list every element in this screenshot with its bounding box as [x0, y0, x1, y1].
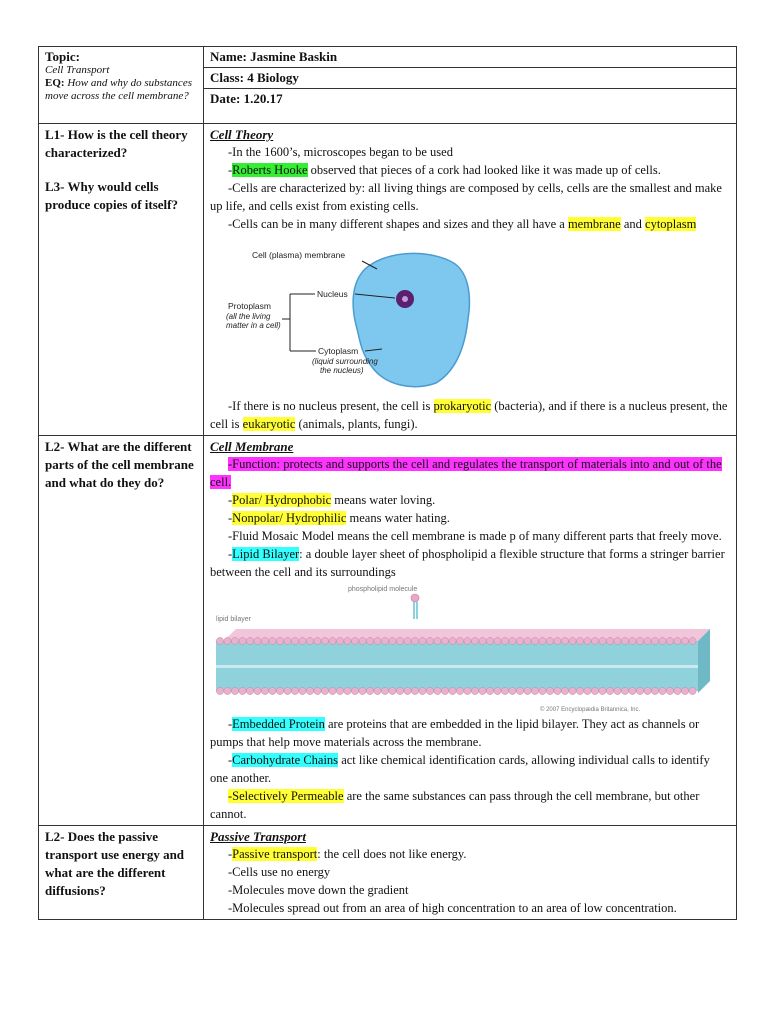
phospholipid-head: [261, 637, 268, 644]
essential-question: [45, 77, 197, 103]
phospholipid-head: [321, 687, 328, 694]
phospholipid-head: [681, 637, 688, 644]
note-line: -Embedded Protein are proteins that are embedded in the lipid bilayer. They act as channels or pumps that help move materials across the membrane.: [210, 717, 700, 749]
phospholipid-head: [539, 687, 546, 694]
phospholipid-head: [591, 637, 598, 644]
phospholipid-head: [344, 637, 351, 644]
figure-credit: © 2007 Encyclopædia Britannica, Inc.: [540, 707, 641, 713]
phospholipid-head: [419, 637, 426, 644]
phospholipid-head: [689, 687, 696, 694]
phospholipid-head: [434, 637, 441, 644]
phospholipid-head: [224, 687, 231, 694]
question-l3: L3- Why would cells produce copies of itself?: [45, 179, 178, 212]
note-line: -Carbohydrate Chains act like chemical identification cards, allowing individual calls to identify one another.: [210, 753, 710, 785]
phospholipid-head: [479, 637, 486, 644]
questions-cell-3: [39, 826, 204, 920]
highlight-function: -Function: protects and supports the cell and regulates the transport of materials into and out of the cell.: [210, 457, 722, 489]
note-line: -Lipid Bilayer: a double layer sheet of phospholipid a flexible structure that forms a stringer barrier between the cell and its surroundings: [210, 547, 725, 579]
phospholipid-head: [291, 687, 298, 694]
cornell-notes-table: [38, 46, 737, 920]
phospholipid-head: [321, 637, 328, 644]
phospholipid-head: [449, 637, 456, 644]
phospholipid-head: [644, 637, 651, 644]
phospholipid-head: [411, 687, 418, 694]
note-line: -Cells can be in many different shapes and sizes and they all have a membrane and cytoplasm: [228, 217, 697, 231]
note-line: -Nonpolar/ Hydrophilic means water hating.: [228, 511, 450, 525]
phospholipid-head: [561, 637, 568, 644]
highlight-polar: Polar/ Hydrophobic: [232, 493, 332, 507]
phospholipid-head: [314, 687, 321, 694]
phospholipid-head: [546, 687, 553, 694]
phospholipid-head: [411, 637, 418, 644]
phospholipid-head: [651, 637, 658, 644]
phospholipid-head: [569, 637, 576, 644]
phospholipid-head: [374, 687, 381, 694]
phospholipid-head: [471, 687, 478, 694]
phospholipid-head: [456, 687, 463, 694]
phospholipid-head: [314, 637, 321, 644]
phospholipid-head: [659, 637, 666, 644]
phospholipid-head: [576, 687, 583, 694]
note-line: -In the 1600’s, microscopes began to be used: [228, 145, 453, 159]
notes-cell-3: [204, 826, 737, 920]
phospholipid-head: [306, 637, 313, 644]
phospholipid-head: [344, 687, 351, 694]
phospholipid-head: [336, 687, 343, 694]
phospholipid-head: [336, 637, 343, 644]
label-cytoplasm: Cytoplasm: [318, 346, 359, 356]
phospholipid-head: [381, 637, 388, 644]
notes-cell-1: [204, 124, 737, 436]
phospholipid-head: [651, 687, 658, 694]
phospholipid-head: [494, 687, 501, 694]
phospholipid-head: [464, 687, 471, 694]
phospholipid-head: [636, 687, 643, 694]
student-name: Name: Jasmine Baskin: [204, 47, 737, 68]
phospholipid-head: [276, 637, 283, 644]
phospholipid-head: [359, 687, 366, 694]
phospholipid-head: [464, 637, 471, 644]
phospholipid-head: [509, 687, 516, 694]
phospholipid-head: [554, 637, 561, 644]
phospholipid-head: [359, 637, 366, 644]
phospholipid-head: [434, 687, 441, 694]
phospholipid-head: [261, 687, 268, 694]
note-line: -Cells use no energy: [228, 865, 331, 879]
note-line: -If there is no nucleus present, the cell is prokaryotic (bacteria), and if there is a nucleus present, the cell is eukaryotic (animals, plants, fungi).: [210, 399, 728, 431]
label-nucleus: Nucleus: [317, 289, 348, 299]
phospholipid-head: [381, 687, 388, 694]
lipid-bilayer-svg: [210, 583, 730, 715]
note-line: -Selectively Permeable are the same substances can pass through the cell membrane, but other cannot.: [210, 789, 700, 821]
topic-value: Cell Transport: [45, 64, 110, 76]
phospholipid-head: [659, 687, 666, 694]
phospholipid-head: [561, 687, 568, 694]
note-line: [210, 455, 730, 491]
phospholipid-head: [531, 687, 538, 694]
phospholipid-head: [494, 637, 501, 644]
phospholipid-head: [689, 637, 696, 644]
phospholipid-head: [291, 637, 298, 644]
phospholipid-head: [231, 687, 238, 694]
phospholipid-head: [621, 637, 628, 644]
phospholipid-head: [674, 637, 681, 644]
lipid-bilayer-diagram: [210, 583, 730, 715]
phospholipid-head: [591, 687, 598, 694]
topic-label: Topic:: [45, 49, 80, 64]
section-title-cell-theory: Cell Theory: [210, 127, 274, 142]
phospholipid-head: [276, 687, 283, 694]
highlight-carbohydrate-chains: Carbohydrate Chains: [232, 753, 339, 767]
phospholipid-head: [396, 637, 403, 644]
phospholipid-head: [396, 687, 403, 694]
note-line: -Polar/ Hydrophobic means water loving.: [228, 493, 436, 507]
phospholipid-head: [471, 637, 478, 644]
phospholipid-head: [254, 637, 261, 644]
phospholipid-head: [254, 687, 261, 694]
phospholipid-head: [629, 687, 636, 694]
phospholipid-head: [584, 637, 591, 644]
phospholipid-head: [666, 637, 673, 644]
phospholipid-head: [674, 687, 681, 694]
phospholipid-head: [239, 637, 246, 644]
questions-cell-2: [39, 436, 204, 826]
phospholipid-head: [351, 687, 358, 694]
date: Date: 1.20.17: [204, 89, 737, 124]
phospholipid-head: [501, 637, 508, 644]
phospholipid-head: [621, 687, 628, 694]
highlight-embedded-protein: Embedded Protein: [232, 717, 325, 731]
class-name: Class: 4 Biology: [204, 68, 737, 89]
phospholipid-head: [569, 687, 576, 694]
section-title-cell-membrane: Cell Membrane: [210, 439, 294, 454]
phospholipid-head: [374, 637, 381, 644]
svg-text:(liquid surrounding: (liquid surrounding: [312, 357, 378, 366]
phospholipid-head: [246, 687, 253, 694]
phospholipid-head: [479, 687, 486, 694]
label-membrane: Cell (plasma) membrane: [252, 250, 346, 260]
note-line: -Molecules spread out from an area of high concentration to an area of low concentration.: [228, 901, 677, 915]
phospholipid-head: [216, 687, 223, 694]
phospholipid-head: [224, 637, 231, 644]
highlight-nonpolar: Nonpolar/ Hydrophilic: [232, 511, 347, 525]
cell-diagram: [210, 239, 730, 391]
phospholipid-head: [419, 687, 426, 694]
phospholipid-head: [636, 637, 643, 644]
highlight-cytoplasm: cytoplasm: [645, 217, 697, 231]
phospholipid-head: [516, 637, 523, 644]
phospholipid-head: [441, 637, 448, 644]
phospholipid-head: [426, 687, 433, 694]
phospholipid-head: [539, 637, 546, 644]
phospholipid-head: [584, 687, 591, 694]
highlight-prokaryotic: prokaryotic: [433, 399, 492, 413]
phospholipid-head: [366, 687, 373, 694]
eq-text: How and why do substances move across the cell membrane?: [45, 77, 192, 102]
phospholipid-head: [644, 687, 651, 694]
phospholipid-head: [599, 687, 606, 694]
phospholipid-head: [599, 637, 606, 644]
phospholipid-head: [681, 687, 688, 694]
phospholipid-head: [606, 687, 613, 694]
phospholipid-head: [456, 637, 463, 644]
notes-cell-2: [204, 436, 737, 826]
note-line: -Fluid Mosaic Model means the cell membrane is made p of many different parts that freely move.: [228, 529, 722, 543]
section-title-passive-transport: Passive Transport: [210, 829, 306, 844]
highlight-selectively-permeable: -Selectively Permeable: [228, 789, 344, 803]
phospholipid-head: [306, 687, 313, 694]
label-protoplasm: Protoplasm: [228, 301, 271, 311]
phospholipid-head: [329, 637, 336, 644]
phospholipid-head: [351, 637, 358, 644]
highlight-eukaryotic: eukaryotic: [242, 417, 296, 431]
phospholipid-head: [299, 637, 306, 644]
svg-text:(all the living: (all the living: [226, 312, 271, 321]
phospholipid-head: [606, 637, 613, 644]
phospholipid-head: [666, 687, 673, 694]
phospholipid-head: [501, 687, 508, 694]
phospholipid-head: [246, 637, 253, 644]
note-line: -Cells are characterized by: all living things are composed by cells, cells are the smallest and make up life, and cells exist from existing cells.: [210, 181, 722, 213]
svg-text:matter in a cell): matter in a cell): [226, 321, 281, 330]
phospholipid-head: [441, 687, 448, 694]
phospholipid-head: [389, 687, 396, 694]
cell-diagram-svg: [210, 239, 510, 389]
phospholipid-head: [614, 637, 621, 644]
phospholipid-head: [239, 687, 246, 694]
phospholipid-head: [554, 687, 561, 694]
highlight-passive-transport: Passive transport: [232, 847, 318, 861]
phospholipid-head: [231, 637, 238, 644]
phospholipid-head: [329, 687, 336, 694]
phospholipid-head: [546, 637, 553, 644]
phospholipid-head: [426, 637, 433, 644]
phospholipid-head: [614, 687, 621, 694]
note-line: -Passive transport: the cell does not like energy.: [228, 847, 467, 861]
note-line: -Roberts Hooke observed that pieces of a cork had looked like it was made up of cells.: [228, 163, 661, 177]
phospholipid-head: [269, 637, 276, 644]
highlight-membrane: membrane: [567, 217, 621, 231]
phospholipid-head: [524, 637, 531, 644]
note-line: -Molecules move down the gradient: [228, 883, 409, 897]
phospholipid-head: [366, 637, 373, 644]
question-l1: L1- How is the cell theory characterized?: [45, 127, 188, 160]
phospholipid-head: [516, 687, 523, 694]
phospholipid-head: [531, 637, 538, 644]
phospholipid-head: [284, 687, 291, 694]
eq-label: EQ:: [45, 77, 65, 89]
phospholipid-head: [299, 687, 306, 694]
label-phospholipid: phospholipid molecule: [348, 586, 418, 593]
phospholipid-head: [486, 687, 493, 694]
phospholipid-head: [486, 637, 493, 644]
topic-cell: [39, 47, 204, 124]
phospholipid-head: [629, 637, 636, 644]
phospholipid-head: [284, 637, 291, 644]
phospholipid-head: [216, 637, 223, 644]
phospholipid-head: [449, 687, 456, 694]
highlight-roberts-hooke: Roberts Hooke: [232, 163, 308, 177]
phospholipid-head: [269, 687, 276, 694]
phospholipid-head: [576, 637, 583, 644]
phospholipid-head: [404, 687, 411, 694]
phospholipid-head: [509, 637, 516, 644]
highlight-lipid-bilayer: Lipid Bilayer: [232, 547, 300, 561]
phospholipid-head: [524, 687, 531, 694]
phospholipid-head: [389, 637, 396, 644]
phospholipid-head: [404, 637, 411, 644]
question-l2-membrane: L2- What are the different parts of the cell membrane and what do they do?: [45, 439, 194, 490]
svg-text:the nucleus): the nucleus): [320, 366, 364, 375]
question-l2-passive: L2- Does the passive transport use energy and what are the different diffusions?: [45, 829, 185, 898]
cell-body-shape: [353, 253, 469, 386]
questions-cell-1: [39, 124, 204, 436]
label-lipid-bilayer: lipid bilayer: [216, 616, 252, 623]
